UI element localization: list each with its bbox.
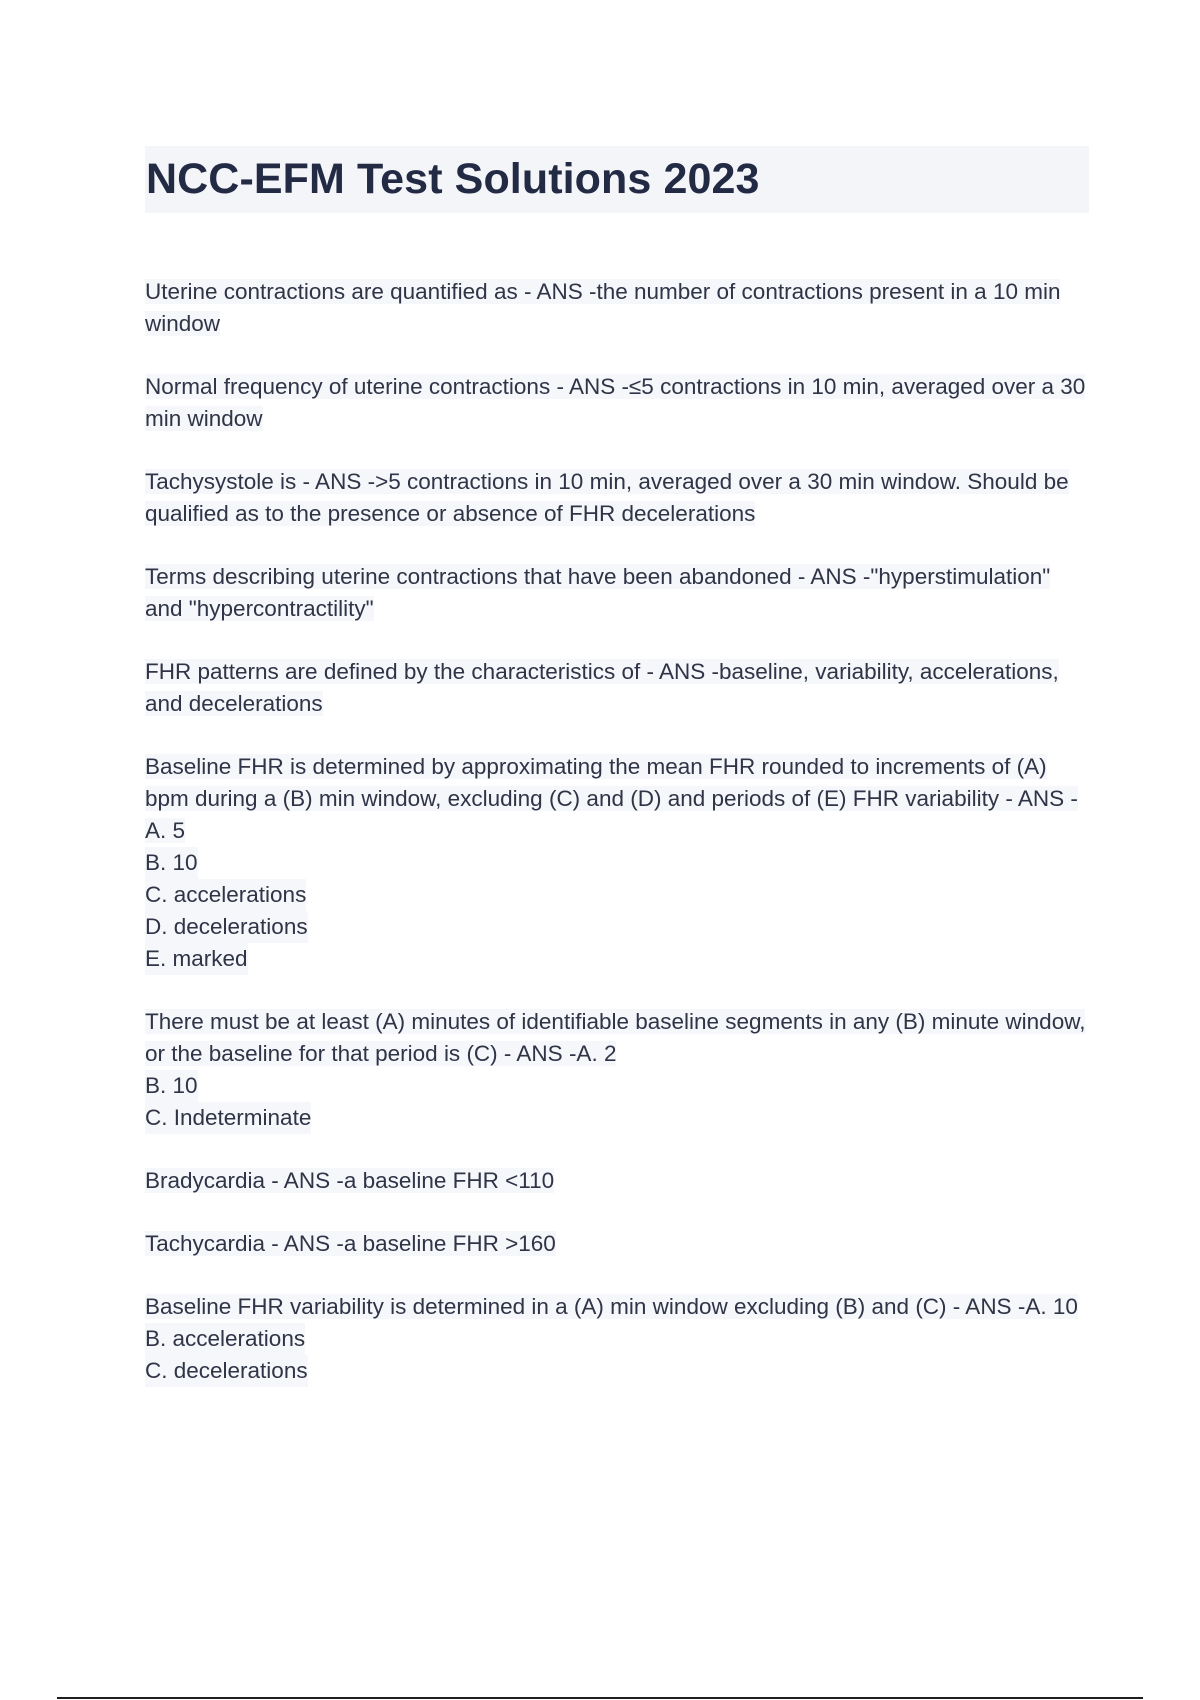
answer-line: B. accelerations [145,1323,305,1355]
qa-text: Uterine contractions are quantified as - ANS -the number of contractions present in a 10 min window [145,279,1061,336]
answer-line: C. accelerations [145,879,306,911]
qa-text: Tachysystole is - ANS ->5 contractions in 10 min, averaged over a 30 min window. Should be qualified as to the presence or absence of FHR decelerations [145,469,1069,526]
qa-text: Baseline FHR is determined by approximating the mean FHR rounded to increments of (A) bpm during a (B) min window, excluding (C) and (D) and periods of (E) FHR variability - ANS -A. 5 [145,754,1078,843]
page-title: NCC-EFM Test Solutions 2023 [146,155,760,203]
qa-item [145,1165,1089,1197]
qa-text: There must be at least (A) minutes of identifiable baseline segments in any (B) minute window, or the baseline for that period is (C) - ANS -A. 2 [145,1009,1086,1066]
qa-text: Baseline FHR variability is determined in a (A) min window excluding (B) and (C) - ANS -A. 10 [145,1294,1078,1319]
qa-text: Bradycardia - ANS -a baseline FHR <110 [145,1168,555,1193]
qa-text: Terms describing uterine contractions that have been abandoned - ANS -"hyperstimulation" and "hypercontractility" [145,564,1051,621]
qa-item [145,1291,1089,1387]
answer-line: E. marked [145,943,248,975]
qa-item [145,466,1089,530]
qa-text: Normal frequency of uterine contractions - ANS -≤5 contractions in 10 min, averaged over a 30 min window [145,374,1086,431]
footer-divider [57,1697,1143,1699]
qa-text: Tachycardia - ANS -a baseline FHR >160 [145,1231,556,1256]
qa-item [145,561,1089,625]
answer-line: D. decelerations [145,911,308,943]
qa-item [145,656,1089,720]
title-banner [145,146,1089,213]
answer-line: B. 10 [145,1070,198,1102]
answer-line: C. Indeterminate [145,1102,311,1134]
qa-item [145,1006,1089,1134]
answer-line: B. 10 [145,847,198,879]
qa-list [145,276,1089,1418]
qa-item [145,1228,1089,1260]
qa-item [145,751,1089,975]
qa-item [145,371,1089,435]
answer-line: C. decelerations [145,1355,308,1387]
qa-item [145,276,1089,340]
qa-text: FHR patterns are defined by the characteristics of - ANS -baseline, variability, accelerations, and decelerations [145,659,1059,716]
